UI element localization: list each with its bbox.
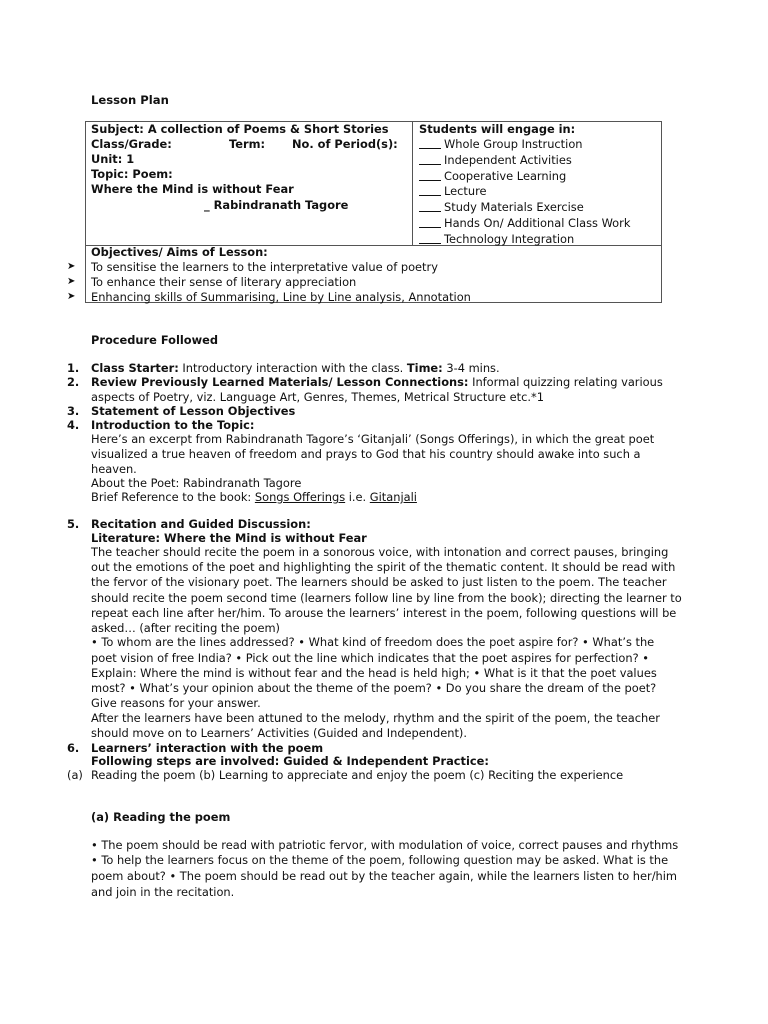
engage-item: Whole Group Instruction [419, 137, 583, 152]
reading-text: • To help the learners focus on the theme of the poem, following question may be asked. What is the [91, 853, 669, 867]
step-number: 4. [67, 418, 80, 432]
objective-item: To enhance their sense of literary appreciation [91, 275, 357, 289]
engage-item: Hands On/ Additional Class Work [419, 216, 630, 231]
recitation-question: most? • What’s your opinion about the theme of the poem? • Do you share the dream of the poet? [91, 681, 657, 695]
step-interaction: Learners’ interaction with the poem [91, 741, 324, 755]
step-class-starter: Class Starter: Introductory interaction with the class. Time: 3-4 mins. [91, 361, 500, 375]
recitation-text: The teacher should recite the poem in a sonorous voice, with intonation and correct pauses, bringing [91, 545, 669, 559]
engage-item: Technology Integration [419, 232, 574, 247]
step-number: 5. [67, 517, 80, 531]
recitation-text: asked… (after reciting the poem) [91, 621, 280, 635]
recitation-question: • To whom are the lines addressed? • What kind of freedom does the poet aspire for? • What’s the [91, 635, 655, 649]
about-poet: About the Poet: Rabindranath Tagore [91, 476, 302, 490]
step-intro: Introduction to the Topic: [91, 418, 255, 432]
recitation-text: the fervor of the visionary poet. The learners should be asked to just listen to the poem. The teacher [91, 575, 667, 589]
reading-text: poem about? • The poem should be read out by the teacher again, while the learners listen to her/him [91, 869, 678, 883]
periods-label: No. of Period(s): [292, 137, 398, 151]
topic-line: Topic: Poem: [91, 167, 173, 181]
poem-title: Where the Mind is without Fear [91, 182, 294, 196]
arrow-bullet-icon: ➤ [67, 261, 76, 272]
engage-item: Lecture [419, 184, 487, 199]
intro-text: Here’s an excerpt from Rabindranath Tagore’s ‘Gitanjali’ (Songs Offerings), in which the great poet [91, 432, 655, 446]
engage-item: Cooperative Learning [419, 169, 566, 184]
recitation-text: After the learners have been attuned to the melody, rhythm and the spirit of the poem, the teacher [91, 711, 660, 725]
column-divider [412, 122, 413, 245]
interaction-subheading: Following steps are involved: Guided & Independent Practice: [91, 754, 489, 768]
intro-text: visualized a true heaven of freedom and prays to God that his country should awake into such a [91, 447, 641, 461]
intro-text: heaven. [91, 462, 137, 476]
gitanjali-link[interactable]: Gitanjali [369, 490, 417, 504]
step-number: 6. [67, 741, 80, 755]
procedure-heading: Procedure Followed [91, 333, 219, 347]
arrow-bullet-icon: ➤ [67, 276, 76, 287]
unit-line: Unit: 1 [91, 152, 135, 166]
reading-heading: (a) Reading the poem [91, 810, 231, 824]
step-recitation: Recitation and Guided Discussion: [91, 517, 311, 531]
step-number: 2. [67, 375, 80, 389]
recitation-text: out the emotions of the poet and highlighting the spirit of the thematic content. It should be read with [91, 560, 676, 574]
recitation-question: Give reasons for your answer. [91, 696, 261, 710]
subject-line: Subject: A collection of Poems & Short Stories [91, 122, 389, 136]
page-title: Lesson Plan [91, 93, 169, 107]
objectives-heading: Objectives/ Aims of Lesson: [91, 245, 268, 259]
step-number: 3. [67, 404, 80, 418]
poem-author: _ Rabindranath Tagore [204, 198, 349, 212]
lesson-table [85, 121, 662, 303]
engage-item: Independent Activities [419, 153, 572, 168]
step-review: Review Previously Learned Materials/ Lesson Connections: Informal quizzing relating various [91, 375, 663, 389]
step-letter: (a) [67, 768, 83, 782]
arrow-bullet-icon: ➤ [67, 291, 76, 302]
reading-text: • The poem should be read with patriotic fervor, with modulation of voice, correct pauses and rhythms [91, 838, 679, 852]
step-number: 1. [67, 361, 80, 375]
recitation-text: should recite the poem second time (learners follow line by line from the book); directing the learner to [91, 591, 682, 605]
objective-item: To sensitise the learners to the interpretative value of poetry [91, 260, 438, 274]
songs-offerings-link[interactable]: Songs Offerings [254, 490, 346, 504]
step-objectives: Statement of Lesson Objectives [91, 404, 296, 418]
recitation-question: poet vision of free India? • Pick out the line which indicates that the poet aspires for perfection? • [91, 651, 649, 665]
recitation-question: Explain: Where the mind is without fear and the head is held high; • What is it that the poet values [91, 666, 657, 680]
engage-heading: Students will engage in: [419, 122, 576, 136]
recitation-text: repeat each line after her/him. To arouse the learners’ interest in the poem, following questions will be [91, 606, 677, 620]
interaction-steps: Reading the poem (b) Learning to appreciate and enjoy the poem (c) Reciting the experience [91, 768, 624, 782]
term-label: Term: [229, 137, 266, 151]
recitation-text: should move on to Learners’ Activities (Guided and Independent). [91, 726, 468, 740]
engage-item: Study Materials Exercise [419, 200, 584, 215]
reading-text: and join in the recitation. [91, 885, 235, 899]
recitation-subheading: Literature: Where the Mind is without Fear [91, 531, 367, 545]
class-grade-label: Class/Grade: [91, 137, 172, 151]
book-reference: Brief Reference to the book: Songs Offerings i.e. Gitanjali [91, 490, 417, 504]
step-review-cont: aspects of Poetry, viz. Language Art, Genres, Themes, Metrical Structure etc.*1 [91, 390, 544, 404]
objective-item: Enhancing skills of Summarising, Line by Line analysis, Annotation [91, 290, 471, 304]
